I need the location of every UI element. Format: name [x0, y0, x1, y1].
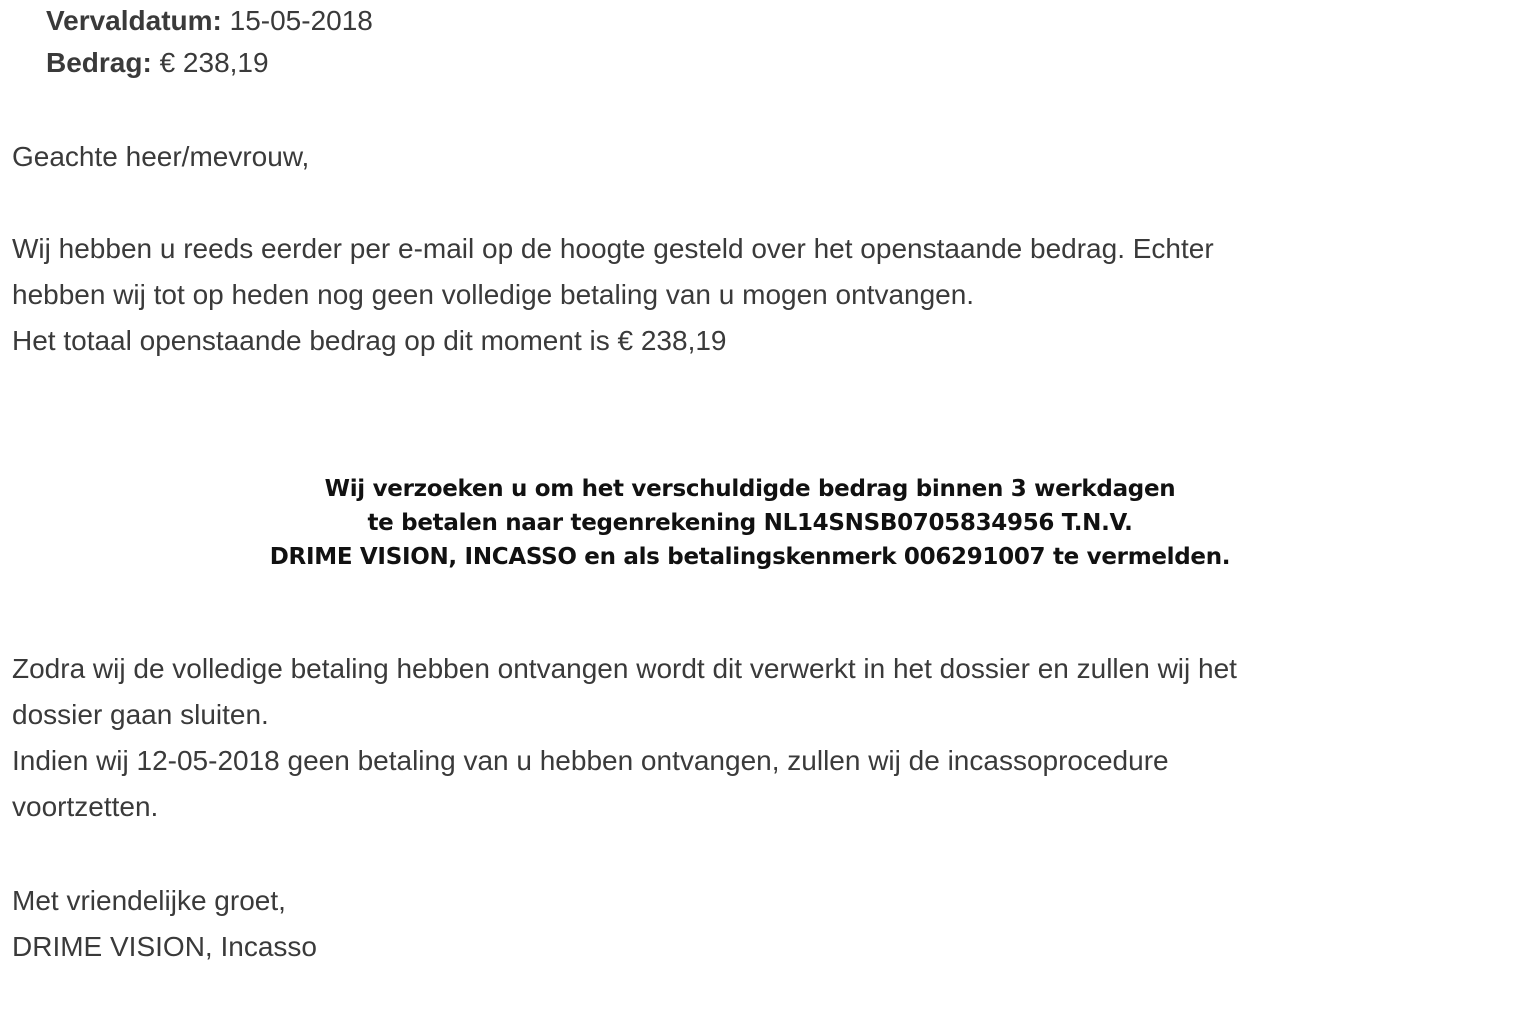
due-date-label: Vervaldatum: [46, 5, 222, 36]
closing-sender: DRIME VISION, Incasso [12, 931, 317, 962]
closing [12, 878, 1492, 970]
greeting [12, 134, 1492, 180]
paragraph2-line2: dossier gaan sluiten. [12, 699, 269, 730]
amount-line [46, 46, 269, 80]
paragraph2-line1: Zodra wij de volledige betaling hebben ontvangen wordt dit verwerkt in het dossier en zullen wij het [12, 653, 1237, 684]
greeting-text: Geachte heer/mevrouw, [12, 141, 310, 172]
paragraph2-line3: Indien wij 12-05-2018 geen betaling van u hebben ontvangen, zullen wij de incassoprocedure [12, 745, 1169, 776]
paragraph2-line4: voortzetten. [12, 791, 159, 822]
payment-notice [0, 472, 1500, 574]
paragraph-procedure [12, 646, 1492, 830]
payment-notice-line3: DRIME VISION, INCASSO en als betalingskenmerk 006291007 te vermelden. [269, 544, 1231, 570]
paragraph1-line2: hebben wij tot op heden nog geen volledige betaling van u mogen ontvangen. [12, 279, 975, 310]
paragraph1-line3: Het totaal openstaande bedrag op dit moment is € 238,19 [12, 325, 727, 356]
paragraph-outstanding-amount [12, 226, 1492, 364]
due-date-value: 15-05-2018 [229, 5, 373, 36]
amount-value: € 238,19 [159, 47, 269, 78]
closing-salutation: Met vriendelijke groet, [12, 885, 286, 916]
payment-notice-line1: Wij verzoeken u om het verschuldigde bedrag binnen 3 werkdagen [324, 476, 1176, 502]
due-date-line [46, 4, 373, 38]
payment-notice-line2: te betalen naar tegenrekening NL14SNSB0705834956 T.N.V. [367, 510, 1133, 536]
paragraph1-line1: Wij hebben u reeds eerder per e-mail op de hoogte gesteld over het openstaande bedrag. Echter [12, 233, 1214, 264]
amount-label: Bedrag: [46, 47, 152, 78]
